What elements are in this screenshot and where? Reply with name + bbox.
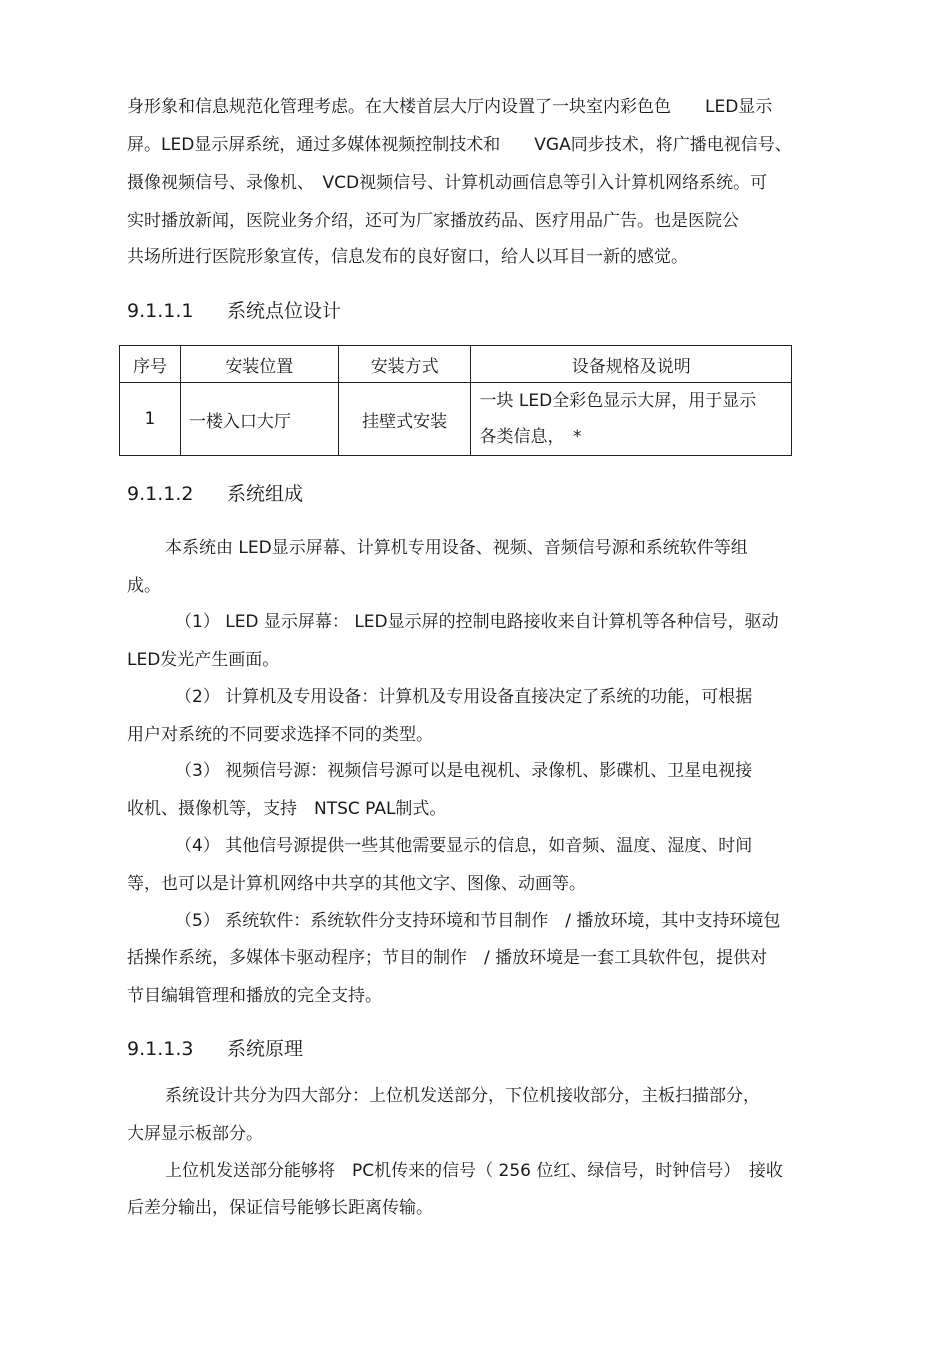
- table-header-row: [120, 346, 792, 383]
- header-method: 安装方式: [338, 346, 471, 383]
- principle-line-3: 上位机发送部分能够将 PC机传来的信号（ 256 位红、绿信号，时钟信号） 接收: [165, 1161, 783, 1181]
- intro-line-1: 身形象和信息规范化管理考虑。在大楼首层大厅内设置了一块室内彩色色 LED显示: [127, 97, 773, 117]
- section-heading-composition: [127, 482, 303, 506]
- composition-line-1: 本系统由 LED显示屏幕、计算机专用设备、视频、音频信号源和系统软件等组: [165, 538, 748, 558]
- composition-line-6: 用户对系统的不同要求选择不同的类型。: [127, 725, 433, 745]
- section-title: 系统点位设计: [227, 300, 342, 322]
- section-number: 9.1.1.3: [127, 1038, 194, 1060]
- section-number: 9.1.1.1: [127, 300, 194, 322]
- table-row: [120, 383, 792, 456]
- header-location: 安装位置: [180, 346, 338, 383]
- composition-line-11: （5） 系统软件：系统软件分支持环境和节目制作 / 播放环境，其中支持环境包: [175, 911, 781, 931]
- principle-line-1: 系统设计共分为四大部分：上位机发送部分，下位机接收部分，主板扫描部分，: [165, 1086, 760, 1106]
- composition-line-7: （3） 视频信号源：视频信号源可以是电视机、录像机、影碟机、卫星电视接: [175, 761, 753, 781]
- composition-line-8: 收机、摄像机等，支持 NTSC PAL制式。: [127, 799, 447, 819]
- intro-line-5: 共场所进行医院形象宣传，信息发布的良好窗口，给人以耳目一新的感觉。: [127, 247, 688, 267]
- intro-line-2: 屏。LED显示屏系统，通过多媒体视频控制技术和 VGA同步技术，将广播电视信号、: [127, 135, 792, 155]
- composition-line-2: 成。: [127, 576, 161, 596]
- cell-spec-line-2: 各类信息， *: [479, 427, 582, 447]
- cell-spec: [471, 383, 792, 456]
- composition-line-10: 等，也可以是计算机网络中共享的其他文字、图像、动画等。: [127, 874, 586, 894]
- composition-line-3: （1） LED 显示屏幕： LED显示屏的控制电路接收来自计算机等各种信号，驱动: [175, 612, 779, 632]
- cell-location: 一楼入口大厅: [180, 383, 338, 456]
- point-design-table: [119, 345, 792, 456]
- principle-line-2: 大屏显示板部分。: [127, 1124, 263, 1144]
- intro-line-3: 摄像视频信号、录像机、 VCD视频信号、计算机动画信息等引入计算机网络系统。可: [127, 173, 768, 193]
- cell-spec-line-1: 一块 LED全彩色显示大屏，用于显示: [479, 391, 757, 411]
- section-title: 系统组成: [227, 483, 304, 505]
- composition-line-12: 括操作系统，多媒体卡驱动程序；节目的制作 / 播放环境是一套工具软件包，提供对: [127, 948, 768, 968]
- principle-line-4: 后差分输出，保证信号能够长距离传输。: [127, 1198, 433, 1218]
- composition-line-13: 节目编辑管理和播放的完全支持。: [127, 986, 382, 1006]
- section-heading-point-design: [127, 299, 341, 323]
- cell-no: 1: [120, 383, 181, 456]
- section-heading-principle: [127, 1037, 303, 1061]
- composition-line-4: LED发光产生画面。: [127, 650, 280, 670]
- composition-line-9: （4） 其他信号源提供一些其他需要显示的信息，如音频、温度、湿度、时间: [175, 836, 753, 856]
- intro-line-4: 实时播放新闻，医院业务介绍，还可为厂家播放药品、医疗用品广告。也是医院公: [127, 211, 739, 231]
- header-spec: 设备规格及说明: [471, 346, 792, 383]
- cell-method: 挂壁式安装: [338, 383, 471, 456]
- header-no: 序号: [120, 346, 181, 383]
- section-number: 9.1.1.2: [127, 483, 194, 505]
- composition-line-5: （2） 计算机及专用设备：计算机及专用设备直接决定了系统的功能，可根据: [175, 687, 753, 707]
- section-title: 系统原理: [227, 1038, 304, 1060]
